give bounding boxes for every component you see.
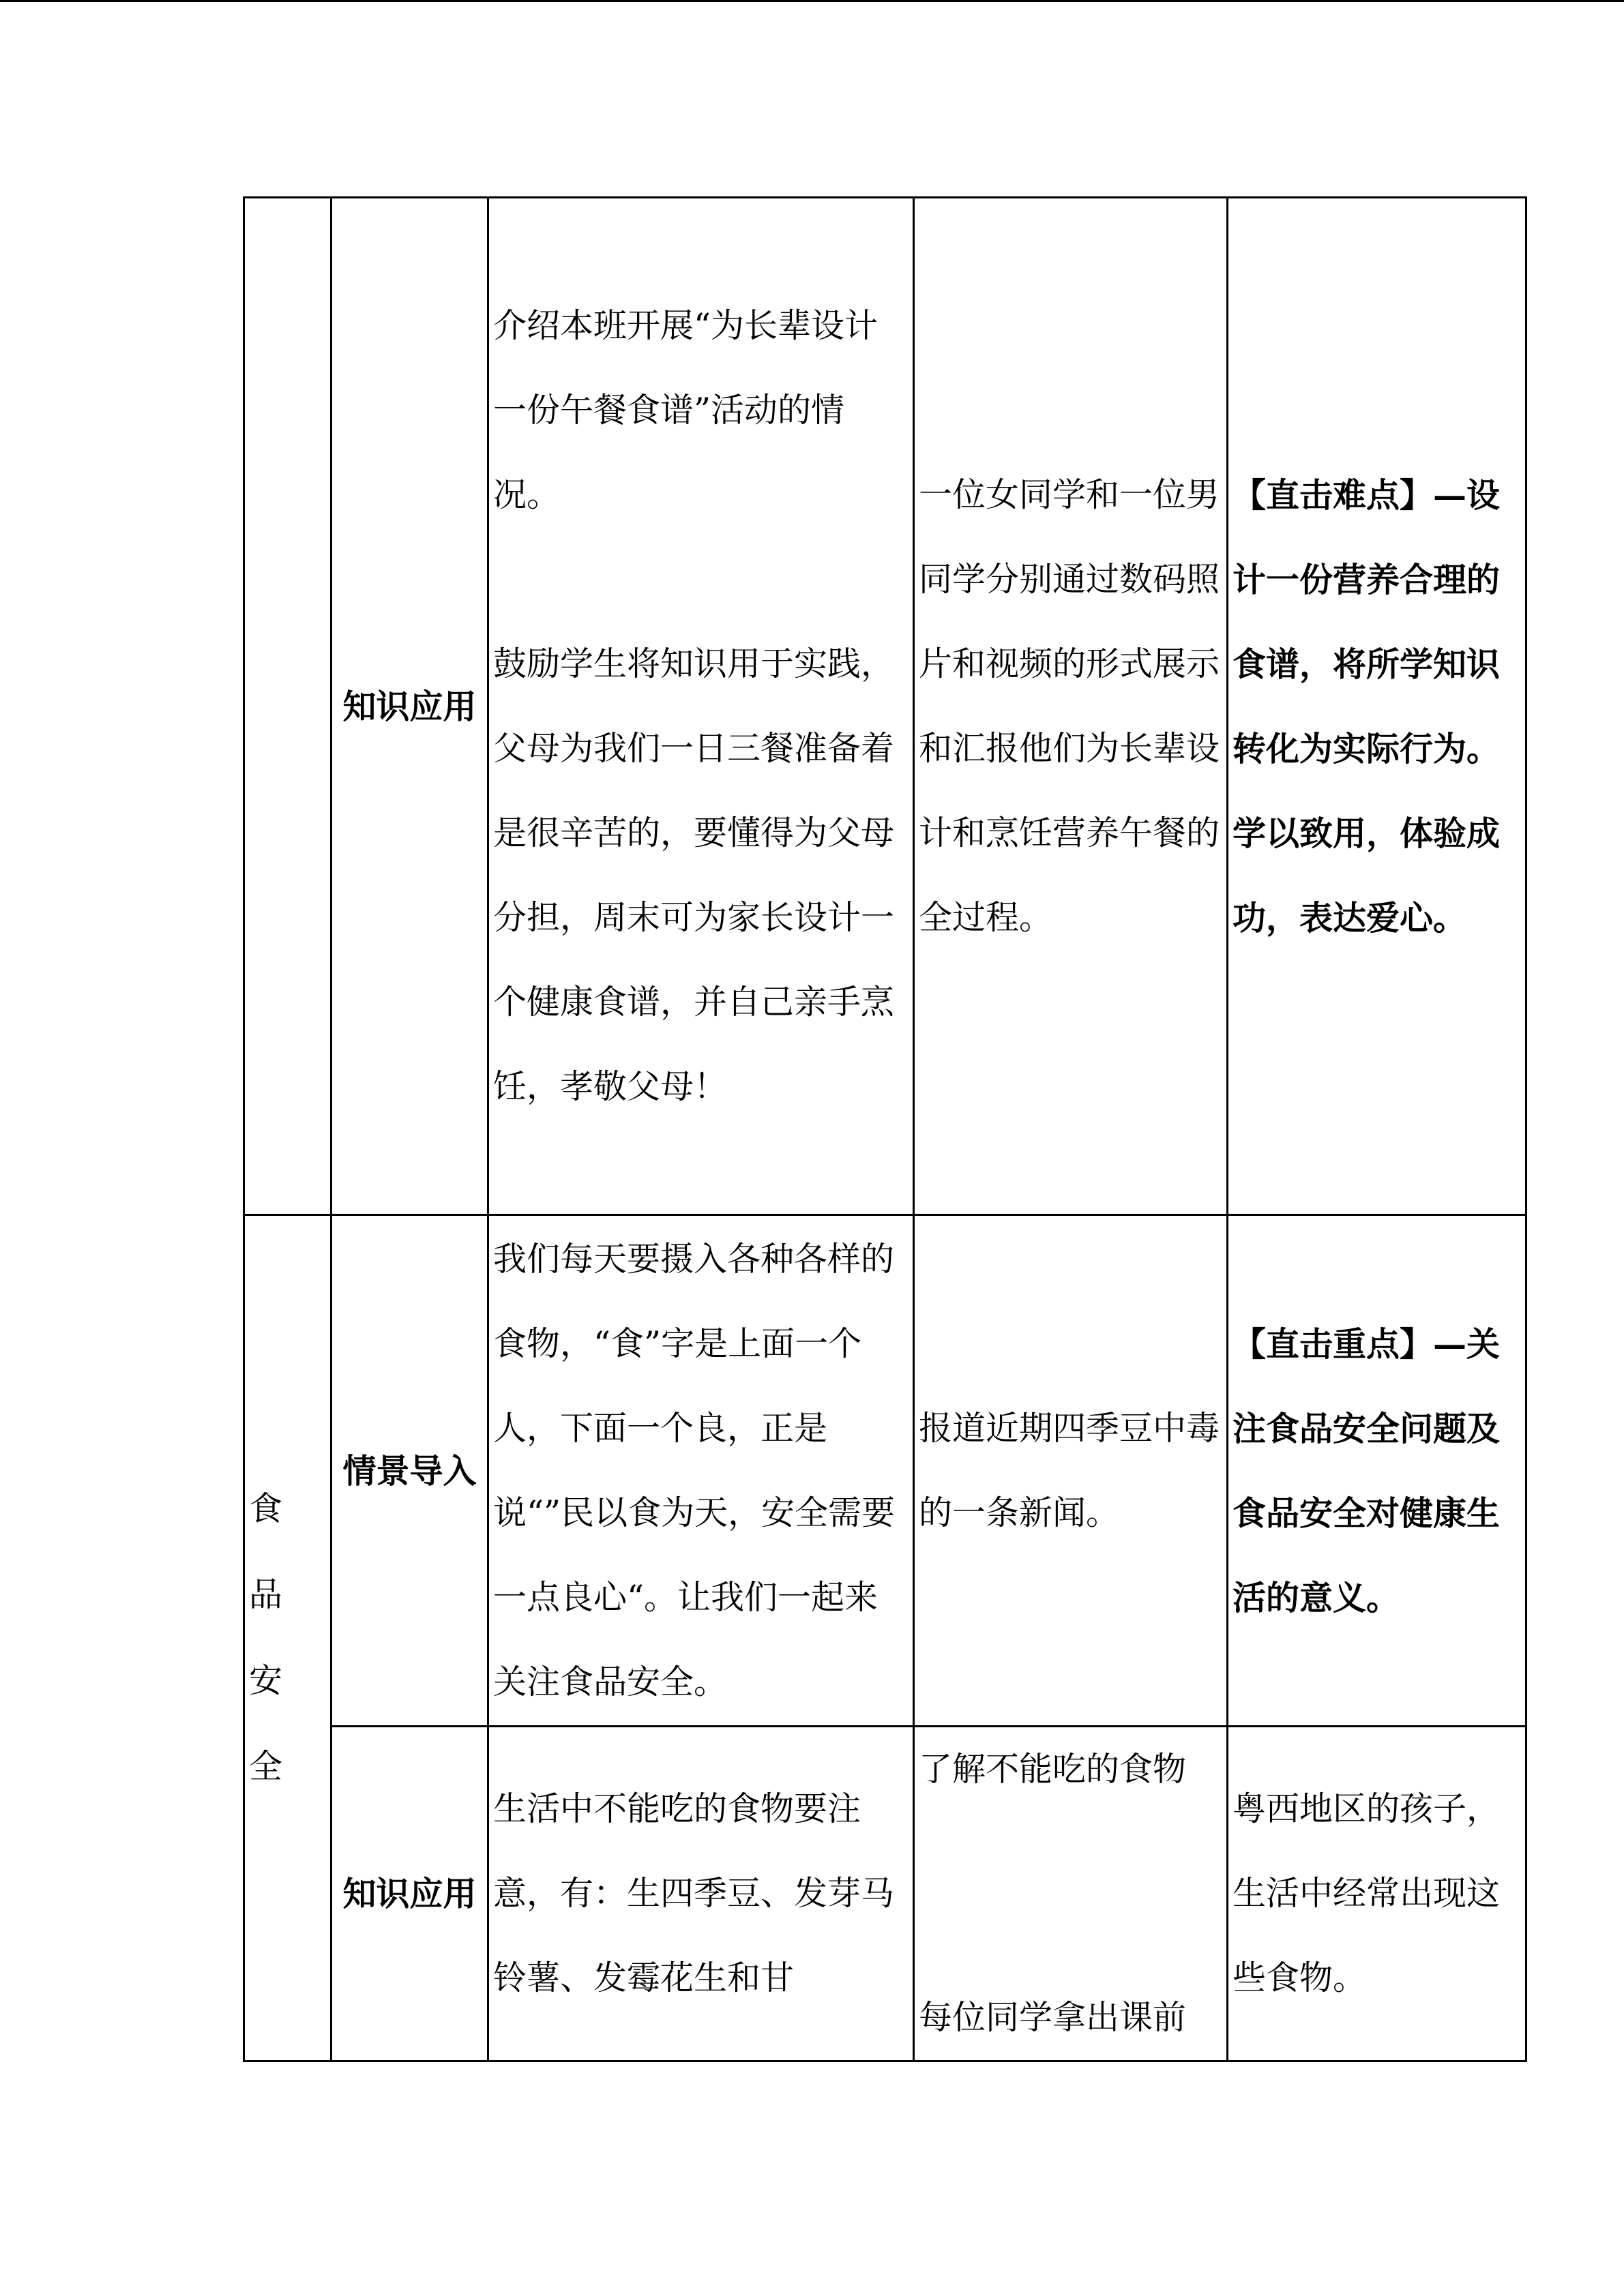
- design-intent-cell: 粤西地区的孩子，生活中经常出现这些食物。: [1228, 1727, 1526, 2061]
- student-activity-cell: [914, 1727, 1228, 2061]
- topic-char: 全: [249, 1747, 283, 1786]
- teacher-paragraph-1: 介绍本班开展“为长辈设计一份午餐食谱”活动的情况。: [493, 305, 879, 514]
- table-row-scenario-introduction: [244, 1215, 1526, 1727]
- student-activity-cell: 一位女同学和一位男同学分别通过数码照片和视频的形式展示和汇报他们为长辈设计和烹饪营养午餐的全过程。: [914, 198, 1228, 1215]
- teacher-activity-cell: [488, 198, 914, 1215]
- topic-char: 食: [249, 1489, 283, 1528]
- lesson-plan-table: [243, 196, 1527, 2062]
- table-row-knowledge-application-2: [244, 1727, 1526, 2061]
- teacher-paragraph-2: 鼓励学生将知识用于实践，父母为我们一日三餐准备着是很辛苦的，要懂得为父母分担，周末可为家长设计一个健康食谱，并自己亲手烹饪，孝敬父母！: [493, 644, 895, 1106]
- topic-cell-empty: [244, 198, 331, 1215]
- topic-char: 安: [249, 1661, 283, 1700]
- phase-cell: 知识应用: [331, 198, 488, 1215]
- phase-cell: 知识应用: [331, 1727, 488, 2061]
- topic-char: 品: [249, 1575, 283, 1614]
- topic-cell-food-safety: [244, 1215, 331, 2061]
- design-intent-cell: 【直击难点】—设计一份营养合理的食谱，将所学知识转化为实际行为。学以致用，体验成功，表达爱心。: [1228, 198, 1526, 1215]
- student-text-spacer: [919, 1812, 1222, 1976]
- phase-cell: 情景导入: [331, 1215, 488, 1727]
- student-text-top: 了解不能吃的食物: [919, 1750, 1187, 1789]
- student-text-bottom: 每位同学拿出课前: [919, 1998, 1187, 2037]
- design-intent-cell: 【直击重点】—关注食品安全问题及食品安全对健康生活的意义。: [1228, 1215, 1526, 1727]
- teacher-activity-cell: 生活中不能吃的食物要注意，有：生四季豆、发芽马铃薯、发霉花生和甘: [488, 1727, 914, 2061]
- table-row-knowledge-application-1: [244, 198, 1526, 1215]
- student-activity-cell: 报道近期四季豆中毒的一条新闻。: [914, 1215, 1228, 1727]
- page-top-border: [0, 0, 1624, 2]
- paragraph-gap: [493, 537, 909, 622]
- teacher-activity-cell: 我们每天要摄入各种各样的食物，“食”字是上面一个人，下面一个良，正是说“”民以食为天，安全需要一点良心“。让我们一起来关注食品安全。: [488, 1215, 914, 1727]
